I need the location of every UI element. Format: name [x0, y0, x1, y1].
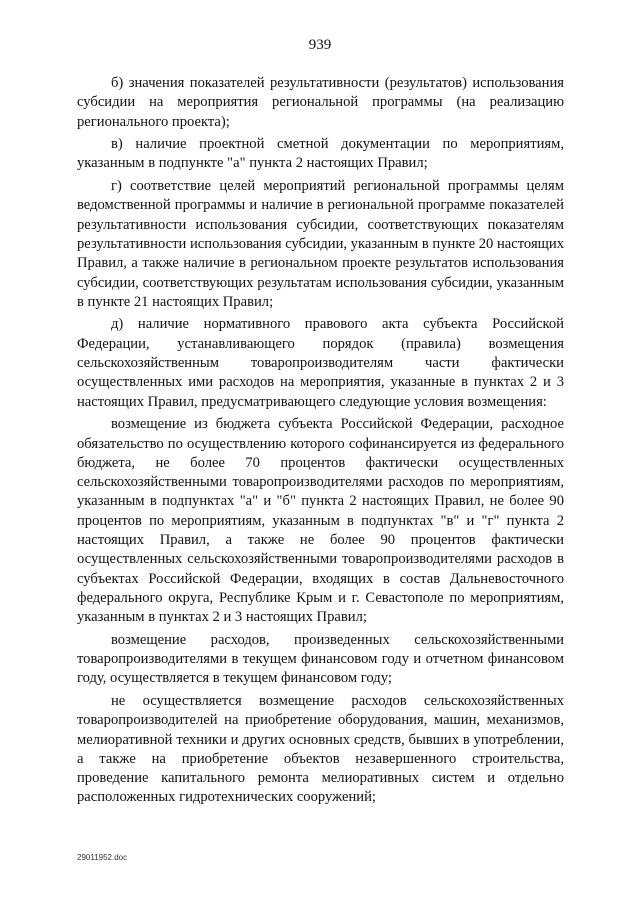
paragraph-v: в) наличие проектной сметной документации по мероприятиям, указанным в подпункте "а" пункта 2 настоящих Правил; — [77, 136, 564, 172]
paragraph-b: б) значения показателей результативности (результатов) использования субсидии на мероприятия региональной программы (на реализацию регионального проекта); — [77, 75, 564, 130]
document-body — [77, 74, 564, 811]
paragraph-d: д) наличие нормативного правового акта субъекта Российской Федерации, устанавливающего порядок (правила) возмещения сельскохозяйственным товаропроизводителям части фактически осуществленных ими расходов на мероприятия, указанные в пунктах 2 и 3 настоящих Правил, предусматривающего следующие условия возмещения: — [77, 316, 564, 410]
document-filename: 29011952.doc — [77, 853, 128, 862]
paragraph-condition-1: возмещение из бюджета субъекта Российской Федерации, расходное обязательство по осуществлению которого софинансируется из федерального бюджета, не более 70 процентов фактически осуществленных сельскохозяйственными товаропроизводителями расходов по мероприятиям, указанным в подпунктах "а" и "б" пункта 2 настоящих Правил, не более 90 процентов по мероприятиям, указанным в подпунктах "в" и "г" пункта 2 настоящих Правил, а также не более 90 процентов фактически осуществленных сельскохозяйственными товаропроизводителями расходов в субъектах Российской Федерации, входящих в состав Дальневосточного федерального округа, Республике Крым и г. Севастополе по мероприятиям, указанным в пунктах 2 и 3 настоящих Правил; — [77, 416, 564, 626]
paragraph-condition-3: не осуществляется возмещение расходов сельскохозяйственных товаропроизводителей на приобретение оборудования, машин, механизмов, мелиоративной техники и других основных средств, бывших в употреблении, а также на приобретение объектов незавершенного строительства, проведение капитального ремонта мелиоративных систем и отдельно расположенных гидротехнических сооружений; — [77, 692, 564, 806]
paragraph-condition-2: возмещение расходов, произведенных сельскохозяйственными товаропроизводителями в текущем финансовом году и отчетном финансовом году, осуществляется в текущем финансовом году; — [77, 631, 564, 687]
page-number: 939 — [308, 37, 332, 53]
paragraph-g: г) соответствие целей мероприятий региональной программы целям ведомственной программы и наличие в региональной программе показателей результативности использования субсидии, соответствующих показателям результативности использования субсидии, указанным в пункте 20 настоящих Правил, а также наличие в региональном проекте результатов использования субсидии, соответствующих результатам использования субсидии, указанным в пункте 21 настоящих Правил; — [77, 178, 565, 310]
